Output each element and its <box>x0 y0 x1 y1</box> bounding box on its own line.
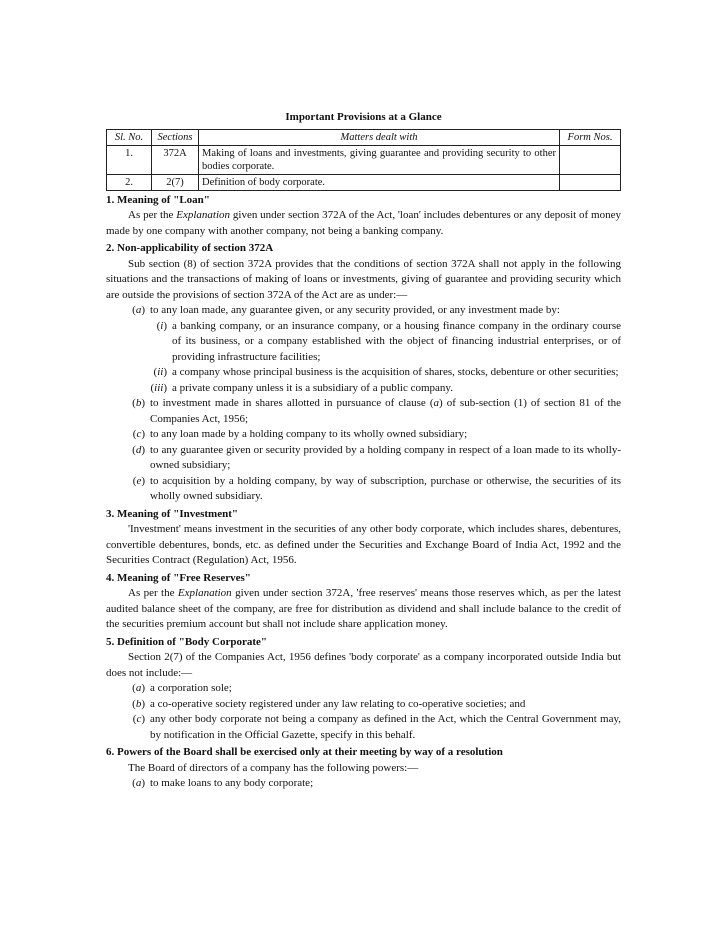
clause-label: (a) <box>132 682 145 694</box>
subclause-text: a banking company, or an insurance company, or a housing finance company in the ordinary course of its business, or a company established with the object of financing industrial enterprises, or of providing infrastructure facilities; <box>172 319 621 363</box>
clause-text <box>150 396 621 427</box>
emphasis-text: Explanation <box>177 587 232 599</box>
col-header-sections: Sections <box>152 129 199 145</box>
clause-label: (a) <box>132 777 145 789</box>
cell-form-no <box>560 174 621 190</box>
subclause-item <box>106 319 621 366</box>
clause-item <box>106 443 621 474</box>
cell-matter: Definition of body corporate. <box>199 174 560 190</box>
clause-letter: d <box>135 443 142 456</box>
subclause-label: (ii) <box>153 366 167 378</box>
section-heading-powers-of-board: 6. Powers of the Board shall be exercised only at their meeting by way of a resolution <box>106 746 503 758</box>
cell-form-no <box>560 145 621 174</box>
clause-text: a corporation sole; <box>150 682 232 694</box>
subclause-item <box>106 365 621 381</box>
clause-label: (c) <box>132 713 145 725</box>
cell-section: 2(7) <box>152 174 199 190</box>
subclause-label: (iii) <box>150 381 167 394</box>
section-paragraph <box>106 586 621 633</box>
clause-letter: b <box>135 397 142 409</box>
text-run: given under section 372A, 'free reserves' means those reserves which, as per the latest audited balance sheet of the company, are free for distribution as dividend and shall include balance to the credit of the securities premium account but shall not include share application money. <box>106 587 621 630</box>
provisions-table <box>106 129 621 191</box>
subclause-numeral: i <box>160 319 164 332</box>
clause-text: any other body corporate not being a company as defined in the Act, which the Central Government may, by notification in the Official Gazette, specify in this behalf. <box>150 713 621 741</box>
cell-section: 372A <box>152 145 199 174</box>
col-header-form-nos: Form Nos. <box>560 129 621 145</box>
cell-sl-no: 2. <box>107 174 152 190</box>
cell-sl-no: 1. <box>107 145 152 174</box>
col-header-matters: Matters dealt with <box>199 129 560 145</box>
section-paragraph: Section 2(7) of the Companies Act, 1956 defines 'body corporate' as a company incorporated outside India but does not include:— <box>106 651 621 679</box>
clause-letter: a <box>135 777 142 789</box>
clause-text: to any guarantee given or security provided by a holding company in respect of a loan made to its wholly-owned subsidiary; <box>150 443 621 471</box>
clause-letter: a <box>135 304 142 316</box>
subclause-numeral: ii <box>157 366 164 378</box>
clause-item <box>106 303 621 319</box>
clause-text: to make loans to any body corporate; <box>150 777 314 789</box>
clause-item <box>106 681 621 697</box>
clause-item <box>106 712 621 743</box>
cell-matter: Making of loans and investments, giving guarantee and providing security to other bodies corporate. <box>199 145 560 174</box>
section-heading-non-applicability: 2. Non-applicability of section 372A <box>106 242 274 254</box>
clause-letter: b <box>135 697 142 710</box>
table-header-row <box>107 129 621 145</box>
subclause-text: a private company unless it is a subsidiary of a public company. <box>172 381 453 394</box>
col-header-sl-no: Sl. No. <box>107 129 152 145</box>
text-run: As per the <box>128 209 177 221</box>
page-title: Important Provisions at a Glance <box>285 111 442 123</box>
section-heading-loan: 1. Meaning of "Loan" <box>106 193 210 206</box>
clause-letter: c <box>136 713 142 725</box>
subclause-item <box>106 381 621 397</box>
subclause-numeral: iii <box>154 381 164 394</box>
subclause-text: a company whose principal business is the acquisition of shares, stocks, debenture or other securities; <box>172 366 619 378</box>
clause-label: (d) <box>132 443 145 456</box>
clause-label: (b) <box>132 697 145 710</box>
clause-label: (b) <box>132 397 145 409</box>
section-heading-free-reserves: 4. Meaning of "Free Reserves" <box>106 571 251 584</box>
subclause-label: (i) <box>156 319 167 332</box>
section-paragraph: 'Investment' means investment in the securities of any other body corporate, which includes shares, debentures, convertible debentures, bonds, etc. as defined under the Securities and Exchange Board of India Act, 1992 and the Securities Contract (Regulation) Act, 1956. <box>106 523 621 566</box>
text-run: As per the <box>128 587 178 599</box>
clause-text: to any loan made by a holding company to its wholly owned subsidiary; <box>150 428 468 440</box>
table-row <box>107 174 621 190</box>
clause-item <box>106 776 621 792</box>
clause-text: to any loan made, any guarantee given, or any security provided, or any investment made by: <box>150 304 560 316</box>
clause-letter: c <box>136 428 142 440</box>
clause-letter: e <box>136 474 142 487</box>
clause-item <box>106 474 621 505</box>
clause-label: (a) <box>132 304 145 316</box>
section-paragraph: The Board of directors of a company has the following powers:— <box>128 761 419 774</box>
clause-text: a co-operative society registered under any law relating to co-operative societies; and <box>150 697 526 710</box>
text-run: to investment made in shares allotted in pursuance of clause ( <box>150 397 434 409</box>
emphasis-text: a <box>433 397 440 409</box>
section-heading-investment: 3. Meaning of "Investment" <box>106 507 238 520</box>
section-paragraph: Sub section (8) of section 372A provides that the conditions of section 372A shall not apply in the following situations and the transactions of making of loans or investments, giving of guarantee and providing security which are outside the provisions of section 372A of the Act are as under:— <box>106 257 621 301</box>
emphasis-text: Explanation <box>176 209 231 221</box>
clause-item <box>106 697 621 713</box>
section-paragraph <box>106 208 621 239</box>
clause-item <box>106 396 621 427</box>
clause-letter: a <box>135 682 142 694</box>
clause-item <box>106 427 621 443</box>
clause-label: (c) <box>132 428 145 440</box>
clause-label: (e) <box>132 474 145 487</box>
clause-text: to acquisition by a holding company, by way of subscription, purchase or otherwise, the securities of its wholly owned subsidiary. <box>150 474 621 502</box>
table-row <box>107 145 621 174</box>
document-page <box>106 110 621 792</box>
text-run: ) of sub-section (1) of section 81 of the Companies Act, 1956; <box>150 397 621 425</box>
section-heading-body-corporate: 5. Definition of "Body Corporate" <box>106 635 268 648</box>
text-run: given under section 372A of the Act, 'loan' includes debentures or any deposit of money made by one company with another company, not being a banking company. <box>106 209 621 237</box>
